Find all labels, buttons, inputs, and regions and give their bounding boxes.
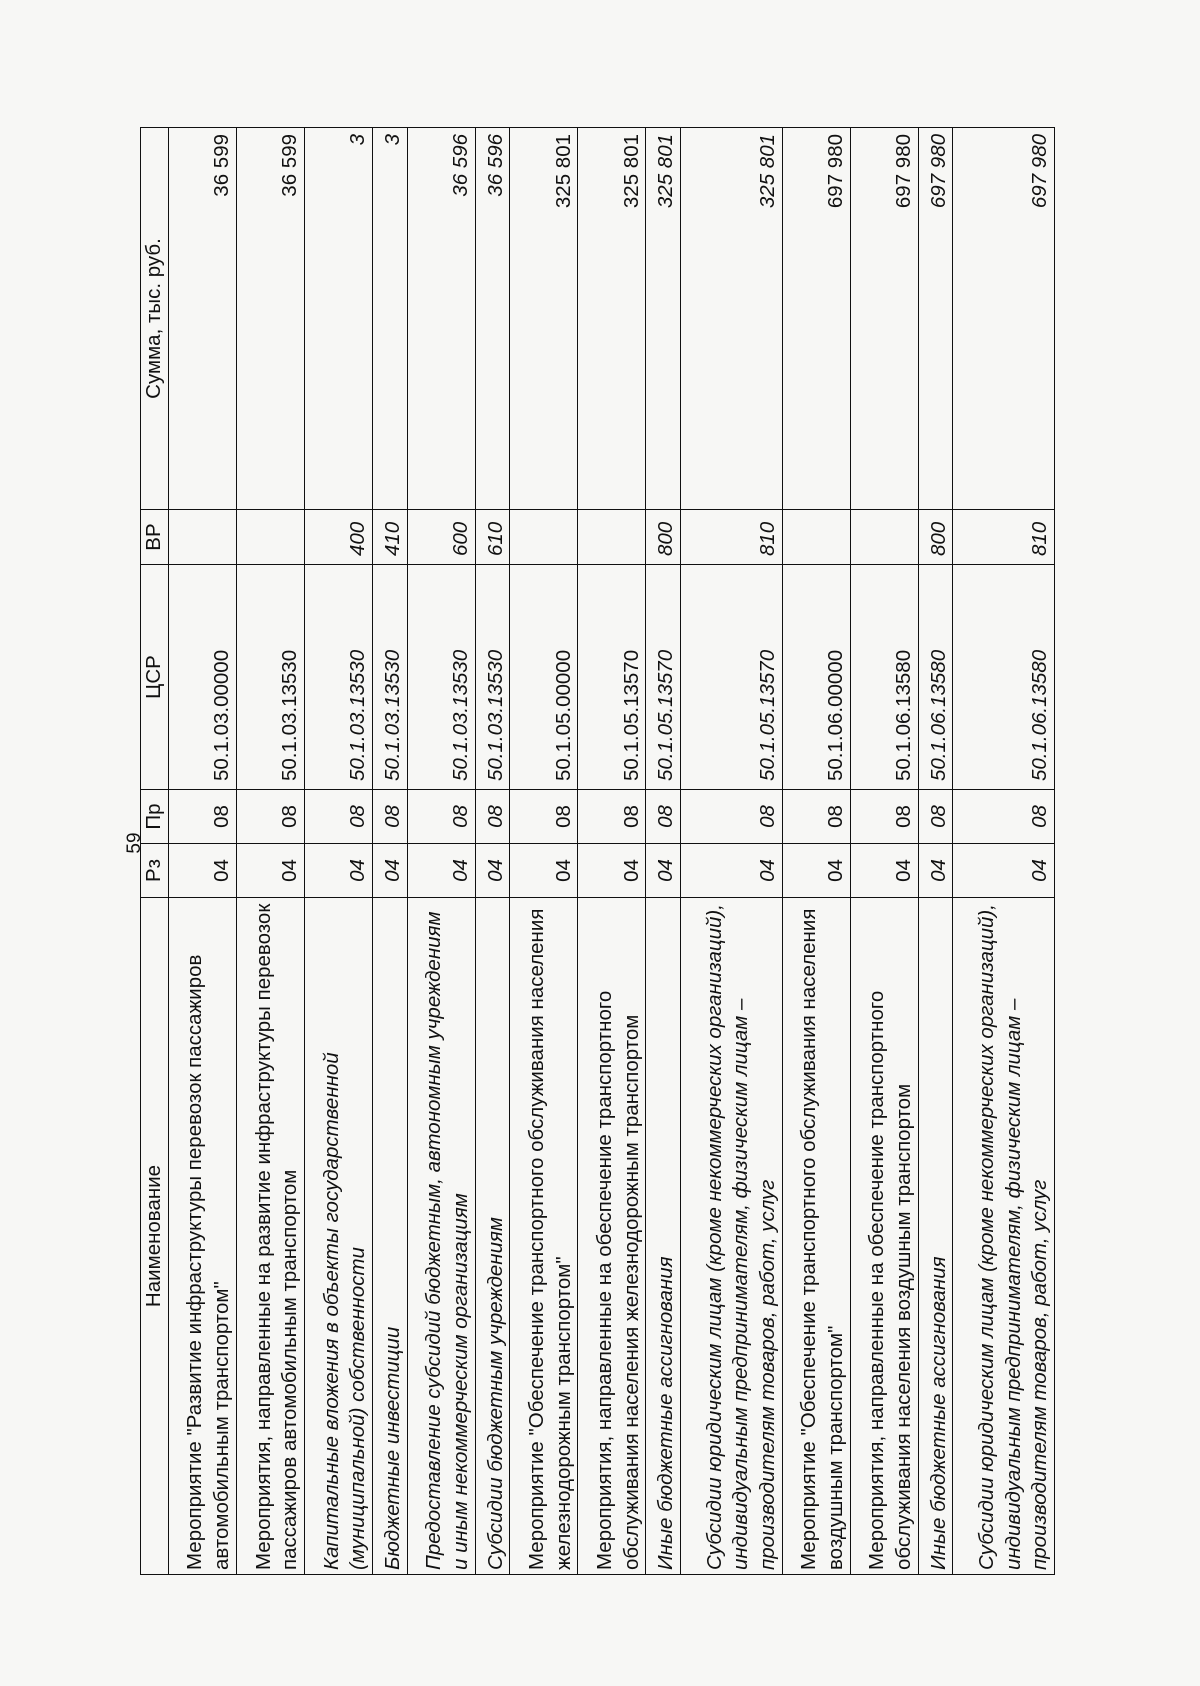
table-body [168, 128, 1054, 1575]
row-vr-cell [236, 510, 304, 565]
page-number: 59 [124, 832, 145, 854]
row-csr-cell: 50.1.03.13530 [372, 565, 407, 790]
row-csr-cell: 50.1.06.00000 [782, 565, 850, 790]
row-rz-cell: 04 [168, 844, 236, 898]
table-row [304, 128, 372, 1575]
header-rz: Рз [141, 844, 169, 898]
row-csr-cell: 50.1.05.13570 [646, 565, 681, 790]
row-name-cell: Субсидии юридическим лицам (кроме некоммерческих организаций), индивидуальным предпринимателям, физическим лицам – производителям товаров, работ, услуг [681, 898, 783, 1575]
row-name-cell: Мероприятие "Развитие инфраструктуры перевозок пассажиров автомобильным транспортом" [168, 898, 236, 1575]
table-header-row [141, 128, 169, 1575]
row-pr-cell: 08 [510, 790, 578, 844]
row-sum-cell: 36 599 [168, 128, 236, 510]
table-row [646, 128, 681, 1575]
row-pr-cell: 08 [646, 790, 681, 844]
row-sum-cell: 325 801 [578, 128, 646, 510]
row-csr-cell: 50.1.05.13570 [681, 565, 783, 790]
row-csr-cell: 50.1.03.00000 [168, 565, 236, 790]
header-name: Наименование [141, 898, 169, 1575]
row-rz-cell: 04 [304, 844, 372, 898]
table-row [850, 128, 918, 1575]
row-vr-cell: 810 [953, 510, 1055, 565]
row-vr-cell [168, 510, 236, 565]
row-rz-cell: 04 [510, 844, 578, 898]
row-name-cell: Мероприятия, направленные на развитие инфраструктуры перевозок пассажиров автомобильным транспортом [236, 898, 304, 1575]
row-csr-cell: 50.1.03.13530 [304, 565, 372, 790]
row-pr-cell: 08 [236, 790, 304, 844]
row-vr-cell [850, 510, 918, 565]
row-rz-cell: 04 [372, 844, 407, 898]
row-vr-cell: 810 [681, 510, 783, 565]
header-pr: Пр [141, 790, 169, 844]
row-pr-cell: 08 [953, 790, 1055, 844]
row-vr-cell: 600 [407, 510, 475, 565]
row-name-cell: Субсидии бюджетным учреждениям [475, 898, 510, 1575]
header-csr: ЦСР [141, 565, 169, 790]
row-csr-cell: 50.1.05.13570 [578, 565, 646, 790]
row-pr-cell: 08 [407, 790, 475, 844]
row-rz-cell: 04 [953, 844, 1055, 898]
row-sum-cell: 325 801 [681, 128, 783, 510]
row-pr-cell: 08 [168, 790, 236, 844]
header-vr: ВР [141, 510, 169, 565]
row-csr-cell: 50.1.03.13530 [407, 565, 475, 790]
table-row [953, 128, 1055, 1575]
table-row [510, 128, 578, 1575]
row-csr-cell: 50.1.05.00000 [510, 565, 578, 790]
row-pr-cell: 08 [372, 790, 407, 844]
row-name-cell: Субсидии юридическим лицам (кроме некоммерческих организаций), индивидуальным предпринимателям, физическим лицам – производителям товаров, работ, услуг [953, 898, 1055, 1575]
row-name-cell: Предоставление субсидий бюджетным, автономным учреждениям и иным некоммерческим организациям [407, 898, 475, 1575]
row-csr-cell: 50.1.06.13580 [850, 565, 918, 790]
row-pr-cell: 08 [578, 790, 646, 844]
table-row [372, 128, 407, 1575]
row-rz-cell: 04 [918, 844, 953, 898]
row-sum-cell: 36 596 [475, 128, 510, 510]
budget-table [140, 127, 1055, 1575]
row-name-cell: Мероприятие "Обеспечение транспортного обслуживания населения железнодорожным транспортом" [510, 898, 578, 1575]
row-rz-cell: 04 [578, 844, 646, 898]
row-pr-cell: 08 [850, 790, 918, 844]
table-row [168, 128, 236, 1575]
row-name-cell: Мероприятия, направленные на обеспечение транспортного обслуживания населения воздушным транспортом [850, 898, 918, 1575]
row-csr-cell: 50.1.06.13580 [918, 565, 953, 790]
table-row [407, 128, 475, 1575]
budget-table-wrapper [140, 128, 1055, 1575]
row-name-cell: Иные бюджетные ассигнования [918, 898, 953, 1575]
table-row [918, 128, 953, 1575]
row-sum-cell: 697 980 [850, 128, 918, 510]
row-vr-cell: 800 [646, 510, 681, 565]
row-vr-cell: 800 [918, 510, 953, 565]
table-row [578, 128, 646, 1575]
row-sum-cell: 3 [304, 128, 372, 510]
row-pr-cell: 08 [681, 790, 783, 844]
row-csr-cell: 50.1.06.13580 [953, 565, 1055, 790]
row-vr-cell [578, 510, 646, 565]
row-vr-cell [510, 510, 578, 565]
header-sum: Сумма, тыс. руб. [141, 128, 169, 510]
row-rz-cell: 04 [782, 844, 850, 898]
row-sum-cell: 3 [372, 128, 407, 510]
row-sum-cell: 36 599 [236, 128, 304, 510]
row-name-cell: Капитальные вложения в объекты государственной (муниципальной) собственности [304, 898, 372, 1575]
row-csr-cell: 50.1.03.13530 [236, 565, 304, 790]
row-vr-cell: 400 [304, 510, 372, 565]
row-sum-cell: 36 596 [407, 128, 475, 510]
row-rz-cell: 04 [681, 844, 783, 898]
row-name-cell: Мероприятие "Обеспечение транспортного обслуживания населения воздушным транспортом" [782, 898, 850, 1575]
row-sum-cell: 325 801 [510, 128, 578, 510]
row-rz-cell: 04 [236, 844, 304, 898]
row-pr-cell: 08 [782, 790, 850, 844]
row-rz-cell: 04 [475, 844, 510, 898]
row-rz-cell: 04 [850, 844, 918, 898]
row-rz-cell: 04 [407, 844, 475, 898]
row-name-cell: Бюджетные инвестиции [372, 898, 407, 1575]
row-name-cell: Иные бюджетные ассигнования [646, 898, 681, 1575]
row-rz-cell: 04 [646, 844, 681, 898]
row-pr-cell: 08 [304, 790, 372, 844]
table-row [782, 128, 850, 1575]
row-sum-cell: 697 980 [918, 128, 953, 510]
row-vr-cell: 610 [475, 510, 510, 565]
row-pr-cell: 08 [918, 790, 953, 844]
row-csr-cell: 50.1.03.13530 [475, 565, 510, 790]
row-name-cell: Мероприятия, направленные на обеспечение транспортного обслуживания населения железнодорожным транспортом [578, 898, 646, 1575]
table-row [475, 128, 510, 1575]
row-sum-cell: 697 980 [953, 128, 1055, 510]
row-sum-cell: 697 980 [782, 128, 850, 510]
row-vr-cell: 410 [372, 510, 407, 565]
row-vr-cell [782, 510, 850, 565]
row-pr-cell: 08 [475, 790, 510, 844]
row-sum-cell: 325 801 [646, 128, 681, 510]
table-row [236, 128, 304, 1575]
table-row [681, 128, 783, 1575]
